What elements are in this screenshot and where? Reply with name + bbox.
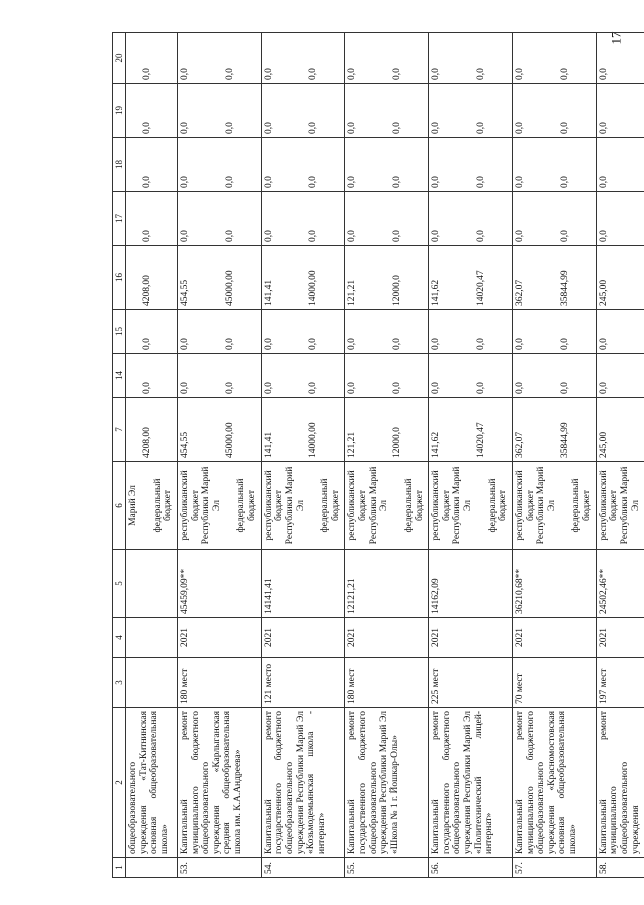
value-cell-v14 bbox=[177, 354, 261, 398]
value-v15: 0,0 bbox=[179, 338, 190, 350]
total-cell: 45459,09** bbox=[177, 550, 261, 618]
capacity-cell: 225 мест bbox=[429, 658, 513, 708]
funding-source-label: Марий Эл bbox=[128, 485, 139, 526]
source-cell bbox=[429, 462, 513, 550]
value-v18: 0,0 bbox=[179, 176, 190, 188]
funding-source-label: республиканский бюджет Республики Марий Эл bbox=[179, 466, 222, 545]
header-col-6: 6 bbox=[113, 462, 126, 550]
funding-source-label: республиканский бюджет Республики Марий Эл bbox=[598, 466, 641, 545]
value-col7: 141,62 bbox=[431, 431, 442, 458]
value-v14: 0,0 bbox=[179, 382, 190, 394]
value-v19: 0,0 bbox=[263, 122, 274, 134]
value-cell-col7 bbox=[512, 398, 596, 462]
value-cell-v14 bbox=[126, 354, 178, 398]
value-v14: 0,0 bbox=[431, 382, 442, 394]
value-v14: 0,0 bbox=[559, 382, 570, 394]
value-col7: 245,00 bbox=[598, 431, 609, 458]
source-cell bbox=[512, 462, 596, 550]
value-v20: 0,0 bbox=[598, 68, 609, 80]
value-col7: 121,21 bbox=[347, 431, 358, 458]
value-v18: 0,0 bbox=[598, 176, 609, 188]
value-cell-v20 bbox=[261, 33, 345, 84]
value-cell-v20 bbox=[512, 33, 596, 84]
value-v20: 0,0 bbox=[559, 68, 570, 80]
table-body bbox=[126, 33, 644, 878]
value-cell-v20 bbox=[596, 33, 644, 84]
value-v16: 35844,99 bbox=[559, 270, 570, 306]
funding-source-label: федеральный бюджет bbox=[403, 478, 425, 533]
funding-source-label: федеральный бюджет bbox=[320, 478, 341, 533]
total-cell bbox=[126, 550, 178, 618]
value-v16: 4208,00 bbox=[142, 275, 153, 306]
value-v17: 0,0 bbox=[598, 230, 609, 242]
value-v15: 0,0 bbox=[142, 338, 153, 350]
value-cell-v17 bbox=[126, 192, 178, 246]
value-col7: 12000,0 bbox=[392, 427, 403, 458]
value-cell-v19 bbox=[429, 84, 513, 138]
header-col-4: 4 bbox=[113, 618, 126, 658]
value-cell-v15 bbox=[596, 310, 644, 354]
value-v18: 0,0 bbox=[431, 176, 442, 188]
total-cell: 36210,68** bbox=[512, 550, 596, 618]
source-cell bbox=[596, 462, 644, 550]
object-name-cell: Капитальный ремонт государственного бюджетного общеобразовательного учреждения Республики Марий Эл «Политехнический лицей-интернат» bbox=[429, 708, 513, 858]
value-v17: 0,0 bbox=[263, 230, 274, 242]
value-v14: 0,0 bbox=[263, 382, 274, 394]
header-col-2: 2 bbox=[113, 708, 126, 858]
value-cell-v14 bbox=[345, 354, 429, 398]
value-cell-v14 bbox=[261, 354, 345, 398]
value-v17: 0,0 bbox=[179, 230, 190, 242]
value-v19: 0,0 bbox=[475, 122, 486, 134]
value-v18: 0,0 bbox=[514, 176, 525, 188]
value-v14: 0,0 bbox=[392, 382, 403, 394]
value-v14: 0,0 bbox=[142, 382, 153, 394]
value-v16: 12000,0 bbox=[392, 275, 403, 306]
value-cell-v15 bbox=[345, 310, 429, 354]
value-col7: 4208,00 bbox=[142, 427, 153, 458]
object-name-cell: Капитальный ремонт муниципального бюджетного общеобразовательного учреждения «Красномостовская основная общеобразовательная школа» bbox=[512, 708, 596, 858]
year-cell: 2021 bbox=[429, 618, 513, 658]
value-v19: 0,0 bbox=[308, 122, 319, 134]
value-cell-v16 bbox=[512, 246, 596, 310]
value-cell-v15 bbox=[512, 310, 596, 354]
value-cell-v20 bbox=[345, 33, 429, 84]
row-number-cell: 55. bbox=[345, 858, 429, 878]
table-row bbox=[429, 33, 513, 878]
value-v18: 0,0 bbox=[224, 176, 235, 188]
value-v20: 0,0 bbox=[347, 68, 358, 80]
table-row-continuation bbox=[126, 33, 178, 878]
header-row bbox=[113, 33, 126, 878]
page-number: 17 bbox=[608, 31, 624, 45]
value-cell-v14 bbox=[429, 354, 513, 398]
value-cell-v20 bbox=[126, 33, 178, 84]
value-cell-v20 bbox=[177, 33, 261, 84]
value-v20: 0,0 bbox=[475, 68, 486, 80]
funding-source-label: федеральный бюджет bbox=[571, 478, 593, 533]
source-cell bbox=[126, 462, 178, 550]
value-v18: 0,0 bbox=[559, 176, 570, 188]
value-col7: 362,07 bbox=[514, 431, 525, 458]
value-cell-v18 bbox=[345, 138, 429, 192]
object-name-cell: общеобразовательного учреждения «Тат-Китнинская основная общеобразовательная школа» bbox=[126, 708, 178, 858]
value-v18: 0,0 bbox=[142, 176, 153, 188]
table-row bbox=[261, 33, 345, 878]
header-col-20: 20 bbox=[113, 33, 126, 84]
value-v19: 0,0 bbox=[347, 122, 358, 134]
header-col-16: 16 bbox=[113, 246, 126, 310]
table-row bbox=[596, 33, 644, 878]
table-row bbox=[345, 33, 429, 878]
value-cell-v16 bbox=[261, 246, 345, 310]
value-v19: 0,0 bbox=[142, 122, 153, 134]
value-v16: 141,41 bbox=[263, 279, 274, 306]
value-cell-v17 bbox=[512, 192, 596, 246]
source-cell bbox=[345, 462, 429, 550]
value-v17: 0,0 bbox=[308, 230, 319, 242]
table-row bbox=[512, 33, 596, 878]
value-v20: 0,0 bbox=[392, 68, 403, 80]
value-v17: 0,0 bbox=[224, 230, 235, 242]
value-cell-v19 bbox=[345, 84, 429, 138]
value-v16: 121,21 bbox=[347, 279, 358, 306]
funding-source-label: республиканский бюджет Республики Марий Эл bbox=[347, 466, 390, 545]
year-cell: 2021 bbox=[345, 618, 429, 658]
value-cell-v14 bbox=[596, 354, 644, 398]
value-v15: 0,0 bbox=[514, 338, 525, 350]
value-cell-v15 bbox=[177, 310, 261, 354]
value-v15: 0,0 bbox=[475, 338, 486, 350]
object-name-cell: Капитальный ремонт государственного бюджетного общеобразовательного учреждения Республики Марий Эл «Козьмодемьянская школа - интернат» bbox=[261, 708, 345, 858]
budget-table bbox=[112, 32, 644, 878]
value-v14: 0,0 bbox=[475, 382, 486, 394]
object-name-cell: Капитальный ремонт муниципального общеобразовательного учреждения bbox=[596, 708, 644, 858]
capacity-cell: 197 мест bbox=[596, 658, 644, 708]
header-col-19: 19 bbox=[113, 84, 126, 138]
value-col7: 141,41 bbox=[263, 431, 274, 458]
value-v19: 0,0 bbox=[559, 122, 570, 134]
value-cell-v19 bbox=[512, 84, 596, 138]
header-col-1: 1 bbox=[113, 858, 126, 878]
header-col-14: 14 bbox=[113, 354, 126, 398]
value-v15: 0,0 bbox=[224, 338, 235, 350]
total-cell: 12121,21 bbox=[345, 550, 429, 618]
value-v20: 0,0 bbox=[308, 68, 319, 80]
value-v17: 0,0 bbox=[475, 230, 486, 242]
value-v14: 0,0 bbox=[347, 382, 358, 394]
value-v20: 0,0 bbox=[431, 68, 442, 80]
rotated-table-container bbox=[112, 33, 641, 878]
total-cell: 14162,09 bbox=[429, 550, 513, 618]
header-col-15: 15 bbox=[113, 310, 126, 354]
row-number-cell: 56. bbox=[429, 858, 513, 878]
year-cell: 2021 bbox=[512, 618, 596, 658]
value-v15: 0,0 bbox=[431, 338, 442, 350]
value-v15: 0,0 bbox=[308, 338, 319, 350]
header-col-5: 5 bbox=[113, 550, 126, 618]
value-cell-v18 bbox=[126, 138, 178, 192]
header-col-18: 18 bbox=[113, 138, 126, 192]
value-cell-v17 bbox=[345, 192, 429, 246]
value-cell-v18 bbox=[177, 138, 261, 192]
value-cell-v17 bbox=[177, 192, 261, 246]
value-v19: 0,0 bbox=[598, 122, 609, 134]
table-row bbox=[177, 33, 261, 878]
funding-source-label: республиканский бюджет Республики Марий Эл bbox=[514, 466, 557, 545]
value-cell-v16 bbox=[177, 246, 261, 310]
value-cell-v18 bbox=[512, 138, 596, 192]
value-v18: 0,0 bbox=[347, 176, 358, 188]
value-v20: 0,0 bbox=[179, 68, 190, 80]
value-cell-v19 bbox=[177, 84, 261, 138]
value-v16: 245,00 bbox=[598, 279, 609, 306]
row-number-cell: 58. bbox=[596, 858, 644, 878]
funding-source-label: республиканский бюджет Республики Марий Эл bbox=[431, 466, 474, 545]
value-cell-v19 bbox=[596, 84, 644, 138]
value-v18: 0,0 bbox=[392, 176, 403, 188]
row-number-cell: 57. bbox=[512, 858, 596, 878]
value-v19: 0,0 bbox=[514, 122, 525, 134]
value-cell-v15 bbox=[261, 310, 345, 354]
value-v18: 0,0 bbox=[475, 176, 486, 188]
year-cell bbox=[126, 618, 178, 658]
funding-source-label: республиканский бюджет Республики Марий Эл bbox=[263, 466, 306, 545]
value-cell-col7 bbox=[261, 398, 345, 462]
header-col-7: 7 bbox=[113, 398, 126, 462]
value-cell-v16 bbox=[126, 246, 178, 310]
total-cell: 24502,46** bbox=[596, 550, 644, 618]
value-cell-v15 bbox=[126, 310, 178, 354]
value-cell-v16 bbox=[596, 246, 644, 310]
value-v17: 0,0 bbox=[559, 230, 570, 242]
value-v19: 0,0 bbox=[224, 122, 235, 134]
value-cell-v18 bbox=[261, 138, 345, 192]
value-cell-v18 bbox=[429, 138, 513, 192]
capacity-cell: 121 место bbox=[261, 658, 345, 708]
value-v17: 0,0 bbox=[431, 230, 442, 242]
value-v14: 0,0 bbox=[598, 382, 609, 394]
value-v17: 0,0 bbox=[347, 230, 358, 242]
value-col7: 14020,47 bbox=[475, 422, 486, 458]
object-name-cell: Капитальный ремонт государственного бюджетного общеобразовательного учреждения Республики Марий Эл «Школа № 1 г. Йошкар-Олы» bbox=[345, 708, 429, 858]
value-cell-v17 bbox=[261, 192, 345, 246]
value-v16: 362,07 bbox=[514, 279, 525, 306]
value-v14: 0,0 bbox=[308, 382, 319, 394]
value-cell-v17 bbox=[429, 192, 513, 246]
value-cell-col7 bbox=[345, 398, 429, 462]
value-v20: 0,0 bbox=[263, 68, 274, 80]
source-cell bbox=[261, 462, 345, 550]
value-v19: 0,0 bbox=[392, 122, 403, 134]
value-v18: 0,0 bbox=[308, 176, 319, 188]
value-v14: 0,0 bbox=[224, 382, 235, 394]
header-col-17: 17 bbox=[113, 192, 126, 246]
value-col7: 45000,00 bbox=[224, 422, 235, 458]
row-number-cell: 54. bbox=[261, 858, 345, 878]
value-v15: 0,0 bbox=[263, 338, 274, 350]
value-v20: 0,0 bbox=[514, 68, 525, 80]
year-cell: 2021 bbox=[261, 618, 345, 658]
value-v15: 0,0 bbox=[392, 338, 403, 350]
value-v16: 45000,00 bbox=[224, 270, 235, 306]
value-v19: 0,0 bbox=[179, 122, 190, 134]
funding-source-label: федеральный бюджет bbox=[236, 478, 258, 533]
header-col-3: 3 bbox=[113, 658, 126, 708]
value-col7: 14000,00 bbox=[308, 422, 319, 458]
source-cell bbox=[177, 462, 261, 550]
value-v16: 14020,47 bbox=[475, 270, 486, 306]
value-cell-v16 bbox=[429, 246, 513, 310]
value-cell-col7 bbox=[429, 398, 513, 462]
value-cell-col7 bbox=[596, 398, 644, 462]
capacity-cell: 180 мест bbox=[345, 658, 429, 708]
value-v16: 454,55 bbox=[179, 279, 190, 306]
funding-source-label: федеральный бюджет bbox=[152, 478, 174, 533]
year-cell: 2021 bbox=[177, 618, 261, 658]
row-number-cell: 53. bbox=[177, 858, 261, 878]
value-v15: 0,0 bbox=[347, 338, 358, 350]
value-cell-v19 bbox=[126, 84, 178, 138]
value-cell-v16 bbox=[345, 246, 429, 310]
value-col7: 454,55 bbox=[179, 431, 190, 458]
value-col7: 35844,99 bbox=[559, 422, 570, 458]
funding-source-label: федеральный бюджет bbox=[487, 478, 509, 533]
value-v14: 0,0 bbox=[514, 382, 525, 394]
value-v20: 0,0 bbox=[142, 68, 153, 80]
value-cell-v19 bbox=[261, 84, 345, 138]
value-cell-col7 bbox=[126, 398, 178, 462]
value-cell-v18 bbox=[596, 138, 644, 192]
year-cell: 2021 bbox=[596, 618, 644, 658]
value-v16: 14000,00 bbox=[308, 270, 319, 306]
capacity-cell bbox=[126, 658, 178, 708]
object-name-cell: Капитальный ремонт муниципального бюджетного общеобразовательного учреждения «Карлыганская средняя общеобразовательная школа им. К.А.Андреева» bbox=[177, 708, 261, 858]
value-v17: 0,0 bbox=[514, 230, 525, 242]
value-v20: 0,0 bbox=[224, 68, 235, 80]
value-cell-v20 bbox=[429, 33, 513, 84]
value-cell-v15 bbox=[429, 310, 513, 354]
value-v15: 0,0 bbox=[559, 338, 570, 350]
value-v17: 0,0 bbox=[142, 230, 153, 242]
value-cell-col7 bbox=[177, 398, 261, 462]
capacity-cell: 70 мест bbox=[512, 658, 596, 708]
value-v15: 0,0 bbox=[598, 338, 609, 350]
value-cell-v17 bbox=[596, 192, 644, 246]
capacity-cell: 180 мест bbox=[177, 658, 261, 708]
total-cell: 14141,41 bbox=[261, 550, 345, 618]
value-v18: 0,0 bbox=[263, 176, 274, 188]
value-cell-v14 bbox=[512, 354, 596, 398]
row-number-cell bbox=[126, 858, 178, 878]
value-v16: 141,62 bbox=[431, 279, 442, 306]
value-v17: 0,0 bbox=[392, 230, 403, 242]
value-v19: 0,0 bbox=[431, 122, 442, 134]
